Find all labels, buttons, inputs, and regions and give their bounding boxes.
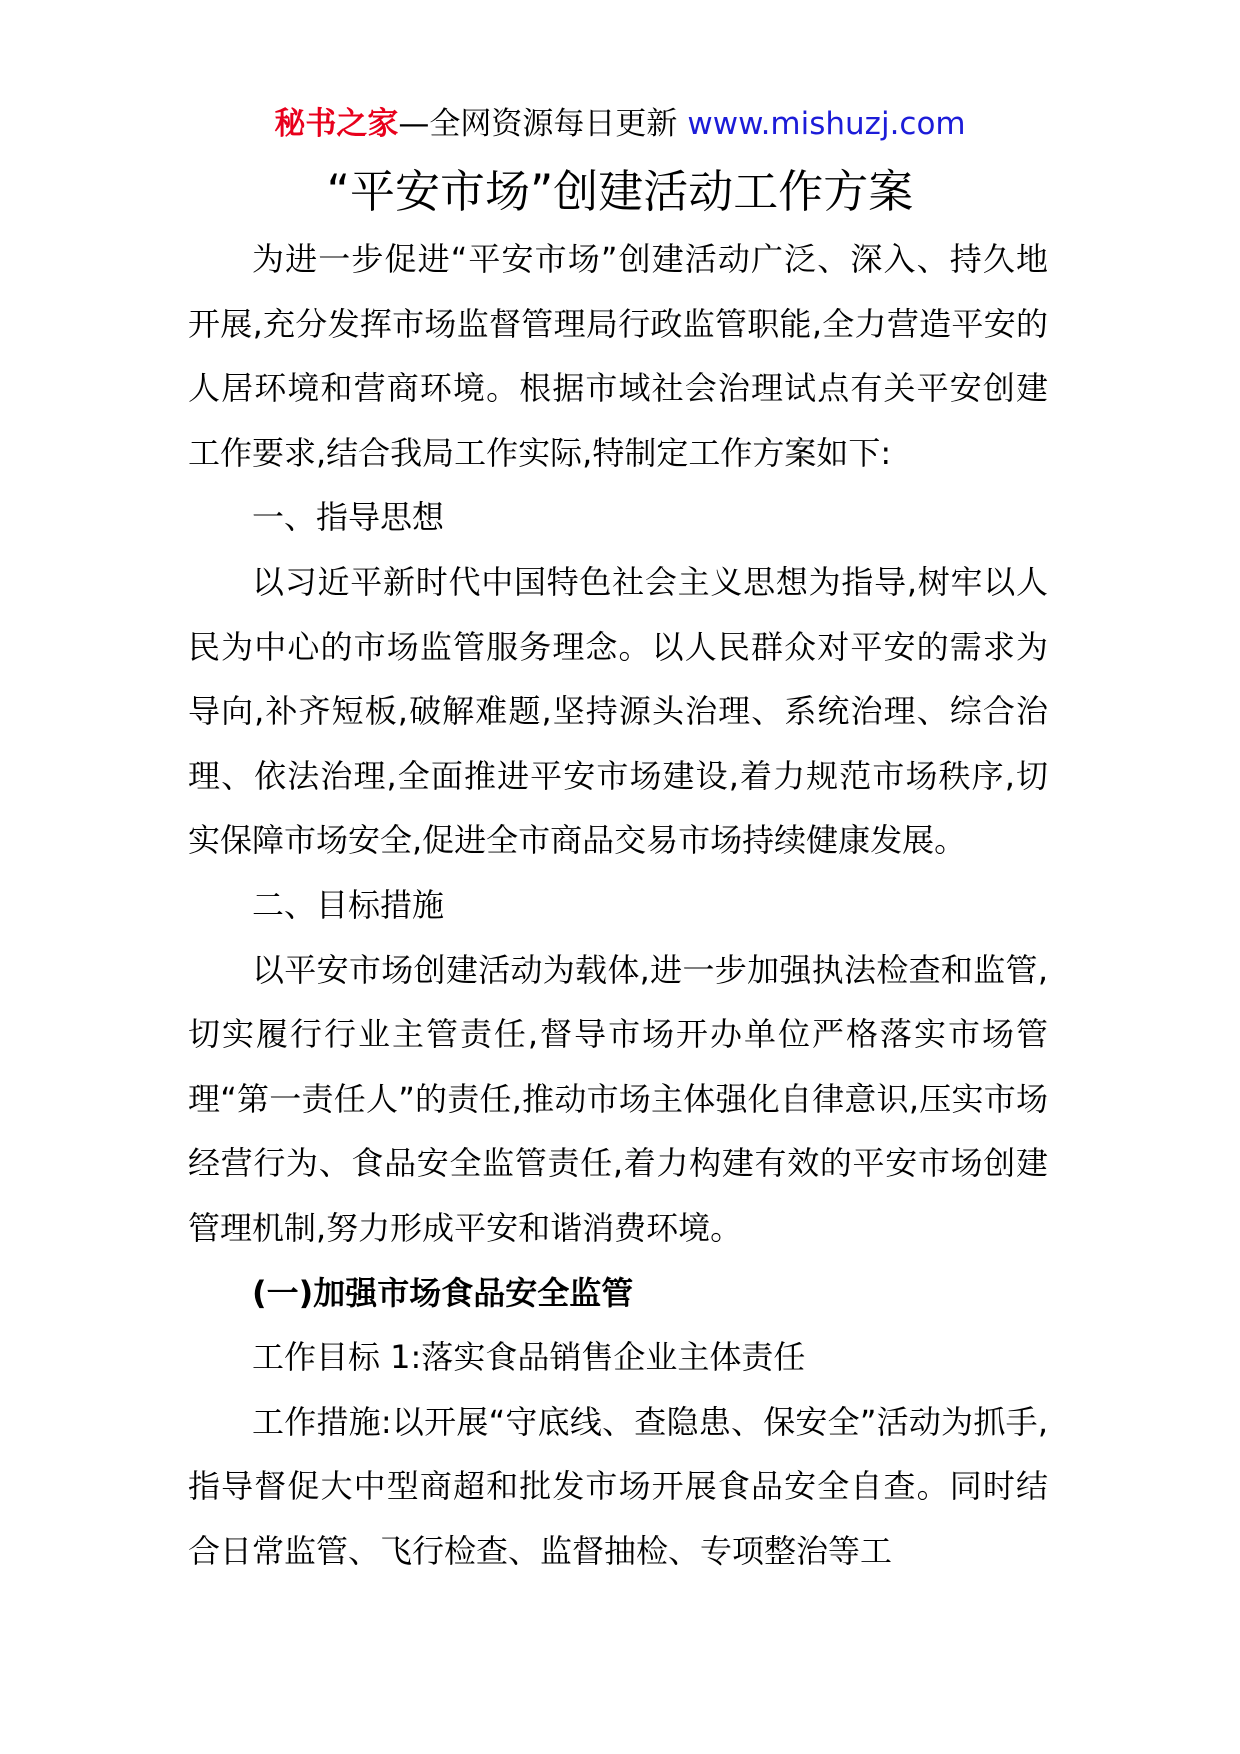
section-heading-guiding-ideology: 一、指导思想 (252, 498, 445, 537)
guiding-ideology-paragraph: 以习近平新时代中国特色社会主义思想为指导,树牢以人民为中心的市场监管服务理念。以人民群众对平安的需求为导向,补齐短板,破解难题,坚持源头治理、系统治理、综合治理、依法治理,全面推进平安市场建设,着力规范市场秩序,切实保障市场安全,促进全市商品交易市场持续健康发展。 (188, 562, 1048, 860)
brand-name: 秘书之家 (274, 106, 399, 142)
intro-paragraph: 为进一步促进“平安市场”创建活动广泛、深入、持久地开展,充分发挥市场监督管理局行政监管职能,全力营造平安的人居环境和营商环境。根据市域社会治理试点有关平安创建工作要求,结合我局工作实际,特制定工作方案如下: (188, 240, 1048, 472)
header-slogan: —全网资源每日更新 (398, 106, 678, 142)
work-measures-paragraph: 工作措施:以开展“守底线、查隐患、保安全”活动为抓手,指导督促大中型商超和批发市场开展食品安全自查。同时结合日常监管、飞行检查、监督抽检、专项整治等工 (188, 1402, 1048, 1570)
site-header (0, 100, 1240, 148)
subsection-heading-food-safety: (一)加强市场食品安全监管 (252, 1273, 634, 1312)
goals-measures-paragraph: 以平安市场创建活动为载体,进一步加强执法检查和监管,切实履行行业主管责任,督导市场开办单位严格落实市场管理“第一责任人”的责任,推动市场主体强化自律意识,压实市场经营行为、食品安全监管责任,着力构建有效的平安市场创建管理机制,努力形成平安和谐消费环境。 (188, 950, 1048, 1247)
document-body (188, 227, 1048, 1583)
section-heading-goals-measures: 二、目标措施 (252, 885, 445, 924)
document-title: “平安市场”创建活动工作方案 (326, 165, 914, 218)
work-goal-1: 工作目标 1:落实食品销售企业主体责任 (252, 1338, 806, 1377)
site-url-link[interactable]: www.mishuzj.com (687, 106, 966, 142)
